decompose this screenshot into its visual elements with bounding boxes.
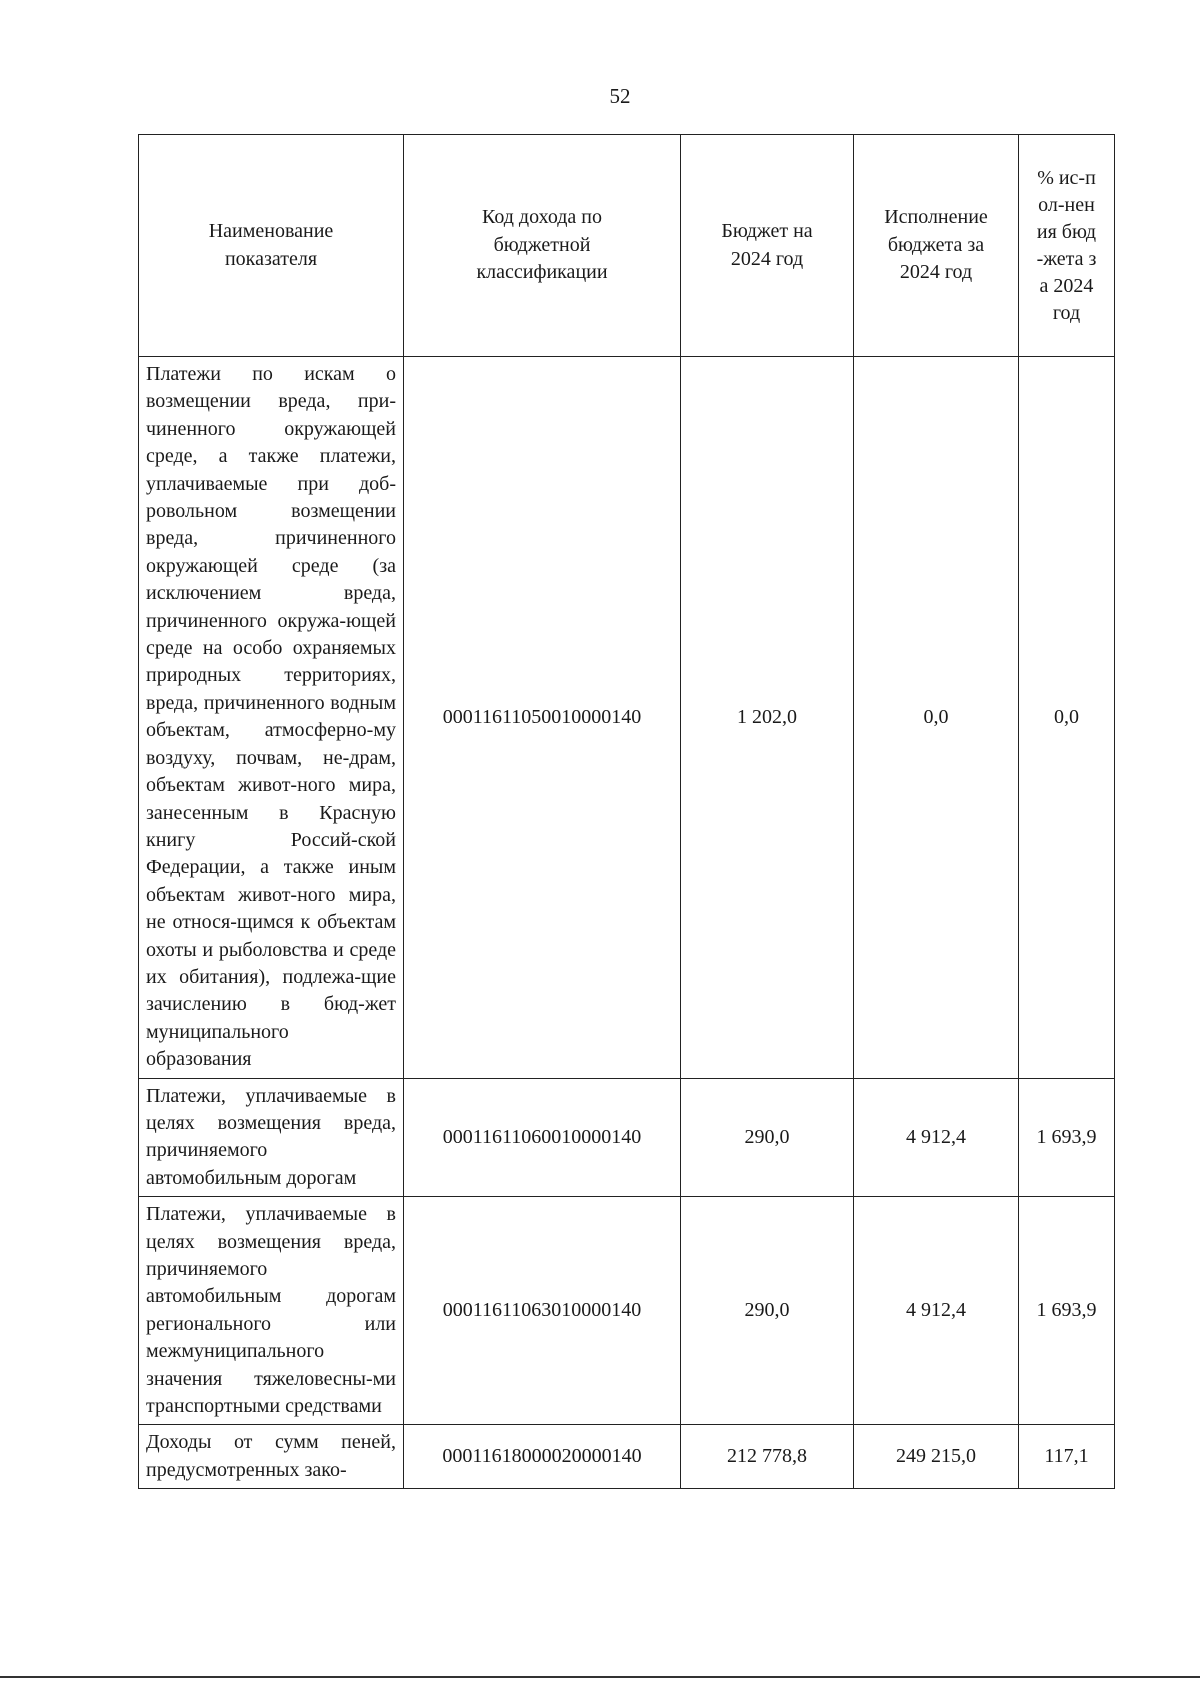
row-execution: 4 912,4 [854, 1078, 1019, 1197]
row-budget: 290,0 [681, 1197, 854, 1425]
row-name: Платежи по искам о возмещении вреда, при-чиненного окружающей среде, а также платежи, уплачиваемые при доб-ровольном возмещении вреда, причиненного окружающей среде (за исключением вреда, причиненного окружа-ющей среде на особо охраняемых природных территориях, вреда, причиненного водным объектам, атмосферно-му воздуху, почвам, не-драм, объектам живот-ного мира, занесенным в Красную книгу Россий-ской Федерации, а также иным объектам живот-ного мира, не относя-щимся к объектам охоты и рыболовства и среде их обитания), подлежа-щие зачислению в бюд-жет муниципального образования [139, 357, 404, 1079]
table-row [139, 357, 1115, 1079]
row-percent: 117,1 [1019, 1425, 1115, 1489]
header-name [139, 135, 404, 357]
header-budget [681, 135, 854, 357]
row-percent: 1 693,9 [1019, 1078, 1115, 1197]
scan-edge-line [0, 1676, 1200, 1678]
row-budget: 212 778,8 [681, 1425, 854, 1489]
revenue-table [138, 134, 1115, 1489]
table-row [139, 1197, 1115, 1425]
row-name: Доходы от сумм пеней, предусмотренных зако- [139, 1425, 404, 1489]
row-code: 00011611050010000140 [404, 357, 681, 1079]
row-code: 00011611060010000140 [404, 1078, 681, 1197]
row-name: Платежи, уплачиваемые в целях возмещения вреда, причиняемого автомобильным дорогам регионального или межмуниципального значения тяжеловесны-ми транспортными средствами [139, 1197, 404, 1425]
header-code [404, 135, 681, 357]
row-budget: 290,0 [681, 1078, 854, 1197]
row-code: 00011611063010000140 [404, 1197, 681, 1425]
row-percent: 0,0 [1019, 357, 1115, 1079]
row-percent: 1 693,9 [1019, 1197, 1115, 1425]
header-budget-text: Бюджет на 2024 год [721, 220, 813, 270]
table-header-row [139, 135, 1115, 357]
row-execution: 0,0 [854, 357, 1019, 1079]
row-code: 00011618000020000140 [404, 1425, 681, 1489]
page-number: 52 [609, 84, 631, 108]
row-execution: 4 912,4 [854, 1197, 1019, 1425]
table-row [139, 1425, 1115, 1489]
header-code-text: Код дохода по бюджетной классификации [476, 206, 608, 284]
header-execution-text: Исполнение бюджета за 2024 год [884, 206, 988, 284]
row-name: Платежи, уплачиваемые в целях возмещения вреда, причиняемого автомобильным дорогам [139, 1078, 404, 1197]
header-percent [1019, 135, 1115, 357]
table-row [139, 1078, 1115, 1197]
row-execution: 249 215,0 [854, 1425, 1019, 1489]
header-execution [854, 135, 1019, 357]
row-budget: 1 202,0 [681, 357, 854, 1079]
header-percent-text: % ис-пол-нения бюд-жета за 2024 год [1036, 166, 1097, 324]
header-name-text: Наименование показателя [208, 220, 334, 270]
